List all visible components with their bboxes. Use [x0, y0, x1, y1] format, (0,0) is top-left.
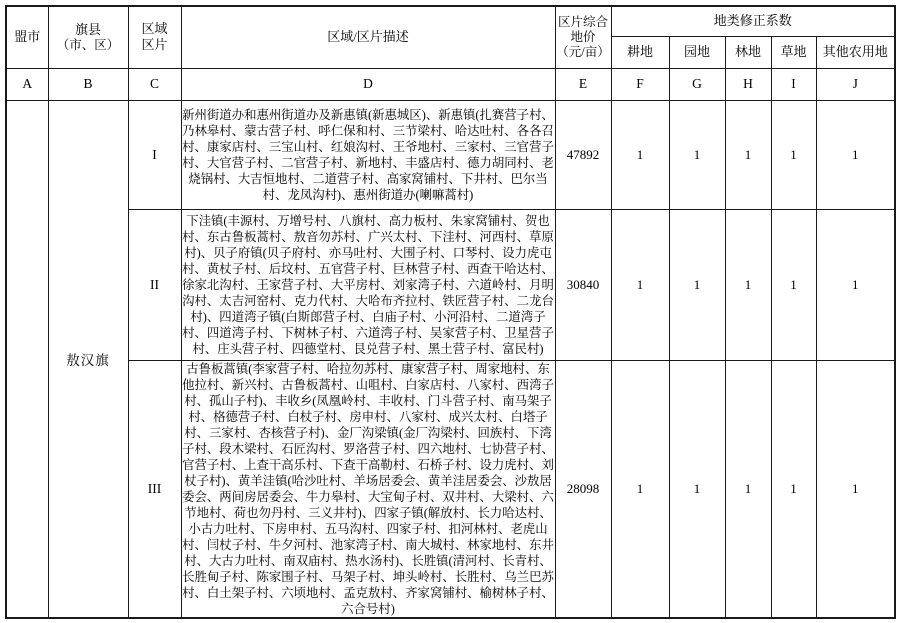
header-banner [48, 6, 128, 68]
header-coeff-grass-label: 草地 [780, 44, 807, 59]
coeff-forest-3: 1 [725, 360, 771, 618]
header-coeff-cultivated [611, 36, 669, 68]
coeff-cultivated-1: 1 [611, 100, 669, 209]
column-letter-d: D [181, 68, 555, 100]
header-coeff-forest-label: 林地 [734, 44, 761, 59]
zone-price-2: 30840 [555, 209, 611, 360]
banner-cell: 敖汉旗 [48, 100, 128, 618]
header-price-line3: （元/亩） [556, 44, 610, 59]
header-coeff-other-label: 其他农用地 [822, 44, 888, 59]
coeff-grass-2: 1 [771, 209, 816, 360]
header-coeff-other [816, 36, 895, 68]
header-price-line2: 地价 [570, 29, 596, 44]
table-row-zone-3 [6, 360, 895, 618]
coeff-forest-1: 1 [725, 100, 771, 209]
zone-description-3 [181, 360, 555, 618]
column-letter-i: I [771, 68, 816, 100]
coeff-cultivated-2: 1 [611, 209, 669, 360]
header-banner-line1: 旗县 [74, 21, 101, 37]
header-price [555, 6, 611, 68]
column-letter-j: J [816, 68, 895, 100]
column-letter-h: H [725, 68, 771, 100]
zone-price-1: 47892 [555, 100, 611, 209]
coeff-cultivated-3: 1 [611, 360, 669, 618]
zone-description-1 [181, 100, 555, 209]
column-letter-g: G [669, 68, 725, 100]
land-price-table [5, 5, 896, 619]
zone-label-3: III [128, 360, 181, 618]
zone-label-1: I [128, 100, 181, 209]
header-price-line1: 区片综合 [557, 14, 608, 29]
table-row-zone-2 [6, 209, 895, 360]
header-coeff-group [611, 6, 895, 36]
coeff-garden-1: 1 [669, 100, 725, 209]
header-zone [128, 6, 181, 68]
coeff-garden-2: 1 [669, 209, 725, 360]
column-letter-b: B [48, 68, 128, 100]
header-league [6, 6, 48, 68]
coeff-other-3: 1 [816, 360, 895, 618]
header-coeff-cultivated-label: 耕地 [626, 44, 653, 59]
coeff-grass-1: 1 [771, 100, 816, 209]
header-coeff-group-label: 地类修正系数 [713, 13, 792, 29]
coeff-other-1: 1 [816, 100, 895, 209]
zone-description-text-3: 古鲁板蒿镇(李家营子村、哈拉勿苏村、康家营子村、周家地村、东他拉村、新兴村、古鲁板蒿村、山咀村、白家店村、八家村、西湾子村、孤山子村)、丰收乡(凤凰岭村、丰收村、门斗营子村、南马架子村、格德营子村、白杖子村、房申村、八家村、成兴太村、白塔子村、三家村、杏核营子村)、金厂沟梁镇(金厂沟梁村、回族村、下湾子村、段木梁村、石匠沟村、罗洛营子村、四六地村、七协营子村、官营子村、上查干高乐村、下查干高勒村、石桥子村、设力虎村、刘杖子村)、黄羊洼镇(哈沙吐村、羊场居委会、黄羊洼居委会、沙敖居委会、两间房居委会、牛力皋村、大宝甸子村、双井村、大梁村、六节地村、荷也勿丹村、三义井村)、四家子镇(解放村、长力哈达村、小古力吐村、下房申村、五马沟村、四家子村、扣河林村、老虎山村、闫杖子村、牛夕河村、池家湾子村、南大城村、林家地村、东井村、大古力吐村、南双庙村、热水汤村)、长胜镇(清河村、长青村、长胜甸子村、陈家围子村、马架子村、坤头岭村、长胜村、乌兰巴苏村、白土架子村、六顷地村、孟克敖村、齐家窝铺村、榆树林子村、六合号村) [182, 361, 554, 616]
zone-label-2: II [128, 209, 181, 360]
coeff-forest-2: 1 [725, 209, 771, 360]
header-banner-line2: （市、区） [56, 37, 120, 52]
column-letter-row [6, 68, 895, 100]
column-letter-a: A [6, 68, 48, 100]
header-coeff-garden [669, 36, 725, 68]
league-cell [6, 100, 48, 618]
zone-description-text-2: 下洼镇(丰源村、万增号村、八旗村、高力板村、朱家窝铺村、贺也村、东古鲁板蒿村、敖音勿苏村、广兴太村、下洼村、河西村、草原村)、贝子府镇(贝子府村、亦马吐村、大围子村、口琴村、设力虎屯村、黄杖子村、后坟村、五官营子村、巨林营子村、西查干哈达村、徐家北沟村、王家营子村、大平房村、刘家湾子村、六道岭村、月明沟村、太吉河窑村、克力代村、大哈布齐拉村、铁匠营子村、二龙台村)、四道湾子镇(白斯郎营子村、白庙子村、小河沿村、二道湾子村、四道湾子村、下树林子村、六道湾子村、吴家营子村、卫星营子村、庄头营子村、四德堂村、艮兑营子村、黑土营子村、富民村) [182, 213, 554, 356]
zone-price-3: 28098 [555, 360, 611, 618]
header-description [181, 6, 555, 68]
column-letter-f: F [611, 68, 669, 100]
header-coeff-grass [771, 36, 816, 68]
header-description-label: 区域/区片描述 [327, 29, 409, 45]
zone-description-2 [181, 209, 555, 360]
coeff-garden-3: 1 [669, 360, 725, 618]
column-letter-e: E [555, 68, 611, 100]
table-row-zone-1 [6, 100, 895, 209]
header-zone-line1: 区域 [141, 21, 168, 37]
header-league-label: 盟市 [14, 29, 41, 45]
header-zone-line2: 区片 [141, 37, 168, 53]
column-letter-c: C [128, 68, 181, 100]
coeff-other-2: 1 [816, 209, 895, 360]
zone-description-text-1: 新州街道办和惠州街道办及新惠镇(新惠城区)、新惠镇(扎赛营子村、乃林皋村、蒙古营子村、呼仁保和村、三节梁村、哈达吐村、各各召村、康家店村、三宝山村、红娘沟村、王爷地村、三家村、三官营子村、大官营子村、二官营子村、新地村、丰盛店村、德力胡同村、老烧锅村、大吉恒地村、二道营子村、高家窝铺村、下井村、巴尔当村、龙凤沟村)、惠州街道办(喇嘛蒿村) [182, 107, 554, 202]
coeff-grass-3: 1 [771, 360, 816, 618]
header-coeff-garden-label: 园地 [683, 44, 710, 59]
header-coeff-forest [725, 36, 771, 68]
